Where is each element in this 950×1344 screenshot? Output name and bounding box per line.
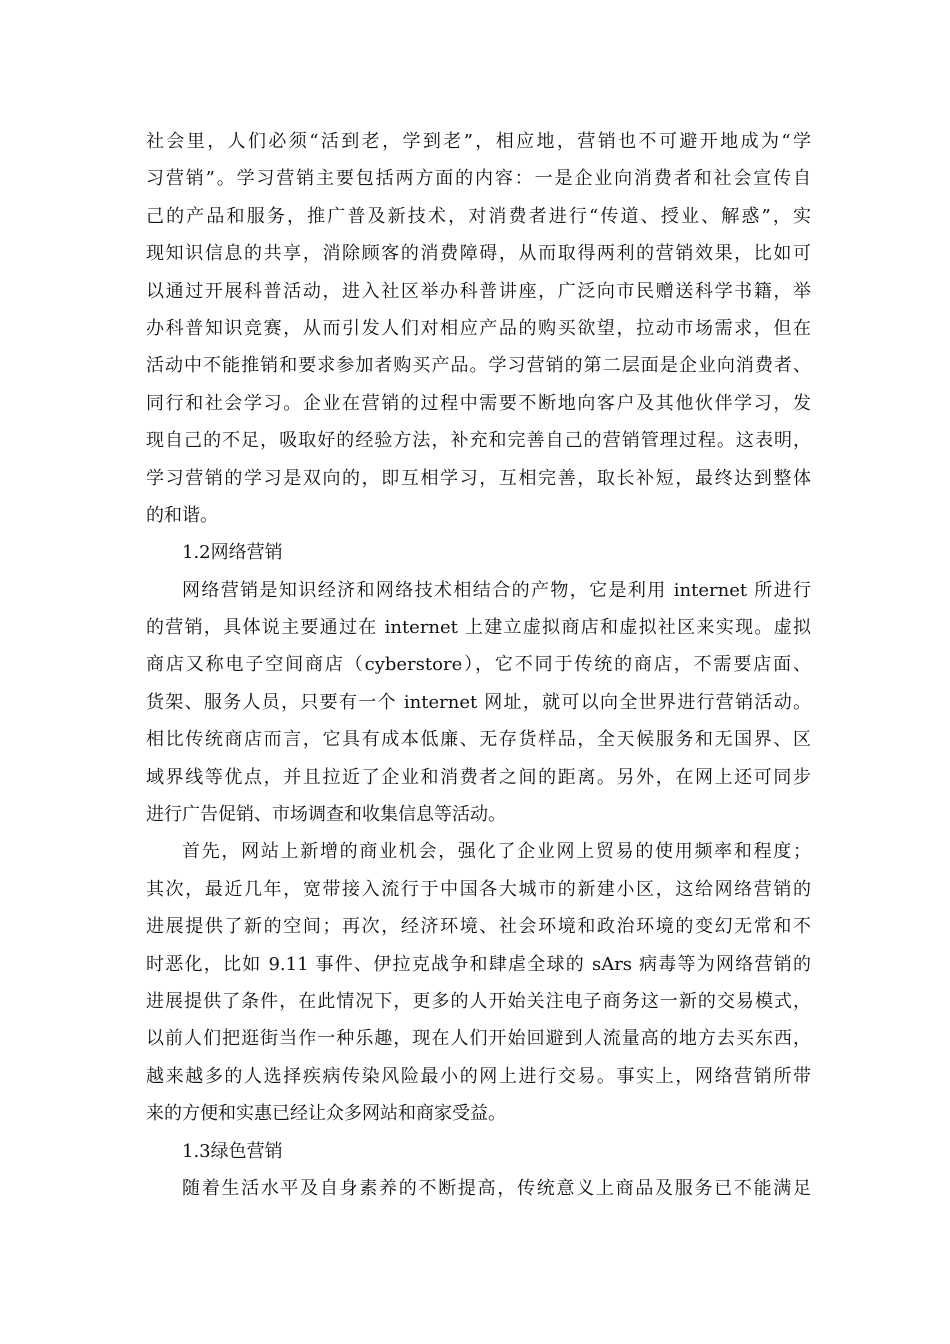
text-line: 以前人们把逛街当作一种乐趣，现在人们开始回避到人流量高的地方去买东西， — [146, 1028, 811, 1050]
text-line: 域界线等优点，并且拉近了企业和消费者之间的距离。另外，在网上还可同步 — [146, 766, 811, 788]
text-line: 时恶化，比如 9.11 事件、伊拉克战争和肆虐全球的 sArs 病毒等为网络营销的 — [146, 953, 811, 975]
section-heading-network-marketing: 1.2网络营销 — [182, 542, 283, 564]
text-line: 其次，最近几年，宽带接入流行于中国各大城市的新建小区，这给网络营销的 — [146, 878, 811, 900]
text-line: 学习营销的学习是双向的，即互相学习，互相完善，取长补短，最终达到整体 — [146, 467, 811, 489]
text-line: 同行和社会学习。企业在营销的过程中需要不断地向客户及其他伙伴学习，发 — [146, 392, 811, 414]
paragraph-learning-marketing — [146, 123, 811, 534]
text-line: 现自己的不足，吸取好的经验方法，补充和完善自己的营销管理过程。这表明， — [146, 430, 811, 452]
text-line: 社会里，人们必须“活到老，学到老”，相应地，营销也不可避开地成为“学 — [146, 131, 811, 152]
text-line: 首先，网站上新增的商业机会，强化了企业网上贸易的使用频率和程度； — [182, 841, 811, 863]
text-line: 网络营销是知识经济和网络技术相结合的产物，它是利用 internet 所进行 — [182, 579, 811, 601]
text-line: 货架、服务人员，只要有一个 internet 网址，就可以向全世界进行营销活动。 — [146, 691, 811, 713]
text-line: 活动中不能推销和要求参加者购买产品。学习营销的第二层面是企业向消费者、 — [146, 355, 811, 377]
text-line: 办科普知识竞赛，从而引发人们对相应产品的购买欲望，拉动市场需求，但在 — [146, 317, 811, 339]
text-line: 来的方便和实惠已经让众多网站和商家受益。 — [146, 1103, 506, 1125]
section-heading-green-marketing: 1.3绿色营销 — [182, 1140, 283, 1162]
text-line: 进行广告促销、市场调查和收集信息等活动。 — [146, 804, 506, 826]
document-body — [146, 123, 811, 1207]
text-line: 的和谐。 — [146, 504, 218, 526]
text-line: 现知识信息的共享，消除顾客的消费障碍，从而取得两利的营销效果，比如可 — [146, 243, 811, 265]
text-line: 越来越多的人选择疾病传染风险最小的网上进行交易。事实上，网络营销所带 — [146, 1065, 811, 1087]
text-line: 商店又称电子空间商店（cyberstore），它不同于传统的商店，不需要店面、 — [146, 654, 811, 676]
paragraph-green-marketing — [146, 1170, 811, 1207]
text-line: 相比传统商店而言，它具有成本低廉、无存货样品，全天候服务和无国界、区 — [146, 729, 811, 751]
text-line: 以通过开展科普活动，进入社区举办科普讲座，广泛向市民赠送科学书籍，举 — [146, 280, 811, 302]
text-line: 习营销”。学习营销主要包括两方面的内容：一是企业向消费者和社会宣传自 — [146, 168, 811, 190]
text-line: 进展提供了条件，在此情况下，更多的人开始关注电子商务这一新的交易模式， — [146, 990, 811, 1012]
text-line: 己的产品和服务，推广普及新技术，对消费者进行“传道、授业、解惑”，实 — [146, 205, 811, 227]
paragraph-network-marketing-development — [146, 833, 811, 1132]
text-line: 的营销，具体说主要通过在 internet 上建立虚拟商店和虚拟社区来实现。虚拟 — [146, 617, 811, 639]
paragraph-network-marketing — [146, 572, 811, 834]
text-line: 随着生活水平及自身素养的不断提高，传统意义上商品及服务已不能满足 — [182, 1177, 811, 1199]
text-line: 进展提供了新的空间；再次，经济环境、社会环境和政治环境的变幻无常和不 — [146, 916, 811, 938]
